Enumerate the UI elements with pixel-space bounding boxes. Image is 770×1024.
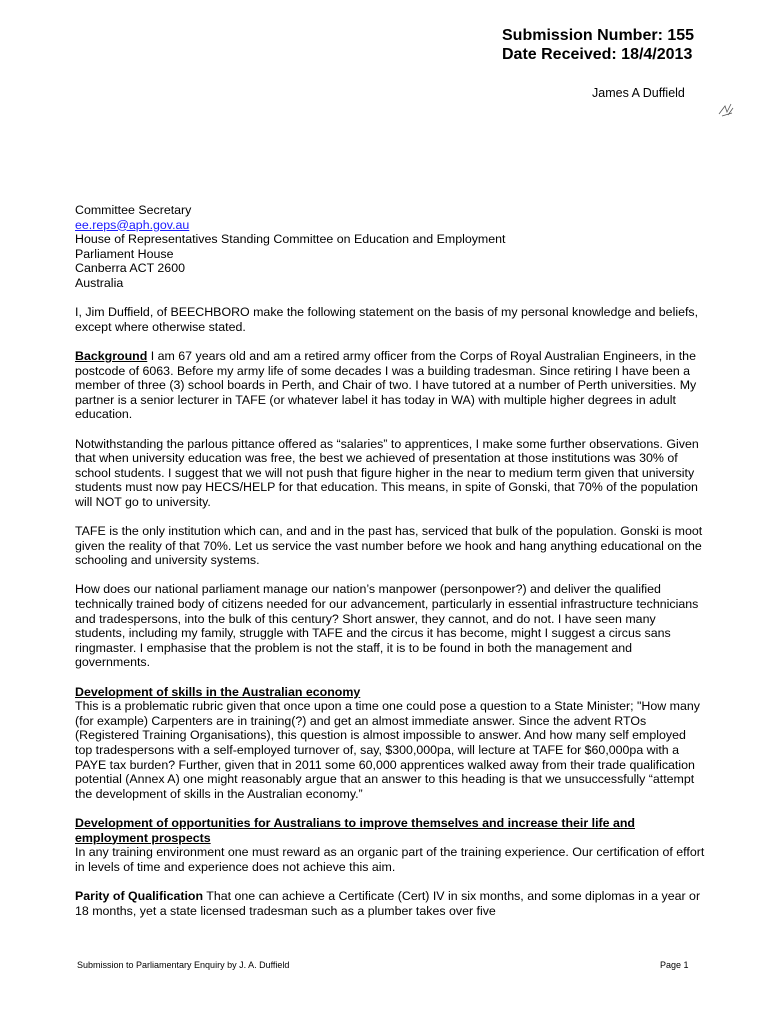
background-text: I am 67 years old and am a retired army officer from the Corps of Royal Australian Engineers, in the postcode of 6063. Before my army life of some decades I was a building tradesman. Since retiring I have been a member of three (3) school boards in Perth, and Chair of two. I have tutored at a number of Perth universities. My partner is a senior lecturer in TAFE (or whatever label it has today in WA) with multiple higher degrees in adult education.: [75, 348, 697, 422]
paragraph-parliament: How does our national parliament manage our nation’s manpower (personpower?) and deliver the qualified technically trained body of citizens needed for our advancement, particularly in essential infrastructure technicians and tradespersons, into the bulk of this century? Short answer, they cannot, and do not. I have seen many students, including my family, struggle with TAFE and the circus it has become, might I suggest a circus sans ringmaster. I emphasise that the problem is not the staff, it is to be found in both the management and governments.: [75, 582, 699, 670]
background-paragraph: [75, 349, 705, 422]
address-line: House of Representatives Standing Committee on Education and Employment: [75, 232, 506, 247]
parity-heading: Parity of Qualification: [75, 888, 204, 903]
opportunities-text: In any training environment one must reward as an organic part of the training experience. Our certification of effort in levels of time and experience does not achieve this aim.: [75, 845, 705, 874]
skills-text: This is a problematic rubric given that once upon a time one could pose a question to a State Minister; "How many (for example) Carpenters are in training(?) and get an almost immediate answer. Since the advent RTOs (Registered Training Organisations), this question is almost impossible to answer. And how many self employed top tradespersons with a self-employed turnover of, say, $300,000pa, will lecture at TAFE for $60,000pa with a PAYE tax burden? Further, given that in 2011 some 60,000 apprentices walked away from their trade qualification potential (Annex A) one might reasonably argue that an answer to this heading is that we unsuccessfully “attempt the development of skills in the Australian economy.”: [75, 699, 700, 801]
intro-paragraph: I, Jim Duffield, of BEECHBORO make the following statement on the basis of my personal knowledge and beliefs, except where otherwise stated.: [75, 305, 699, 334]
address-line: Australia: [75, 275, 124, 290]
paragraph-tafe: TAFE is the only institution which can, and and in the past has, serviced that bulk of the population. Gonski is moot given the reality of that 70%. Let us service the vast number before we hook and hang anything educational on the schooling and university systems.: [75, 524, 703, 568]
parity-section: [75, 889, 705, 918]
footer-title: Submission to Parliamentary Enquiry by J. A. Duffield: [77, 960, 290, 970]
submission-header: [502, 26, 694, 64]
address-line: Canberra ACT 2600: [75, 261, 185, 276]
parity-text: That one can achieve a Certificate (Cert) IV in six months, and some diplomas in a year or 18 months, yet a state licensed tradesman such as a plumber takes over five: [75, 888, 701, 918]
page-number: Page 1: [660, 960, 689, 970]
email-link[interactable]: ee.reps@aph.gov.au: [75, 217, 190, 232]
skills-section: [75, 685, 705, 802]
opportunities-heading: Development of opportunities for Australians to improve themselves and increase their life and employment prospects: [75, 815, 635, 845]
opportunities-section: [75, 816, 705, 874]
background-heading: Background: [75, 348, 148, 363]
submission-number: Submission Number: 155: [502, 27, 695, 44]
recipient-address: [75, 203, 705, 291]
signature-mark: [716, 100, 736, 120]
paragraph-notwithstanding: Notwithstanding the parlous pittance offered as “salaries” to apprentices, I make some further observations. Given that when university education was free, the best we achieved of presentation at those institutions was 30% of school students. I suggest that we will not push that figure higher in the near to medium term given that university students must now pay HECS/HELP for that education. This means, in spite of Gonski, that 70% of the population will NOT go to university.: [75, 436, 699, 509]
author-name: James A Duffield: [592, 86, 685, 100]
skills-heading: Development of skills in the Australian economy: [75, 684, 361, 699]
date-received: Date Received: 18/4/2013: [502, 46, 693, 63]
letter-body: [75, 203, 705, 933]
address-line: Parliament House: [75, 246, 174, 261]
address-line: Committee Secretary: [75, 203, 192, 217]
